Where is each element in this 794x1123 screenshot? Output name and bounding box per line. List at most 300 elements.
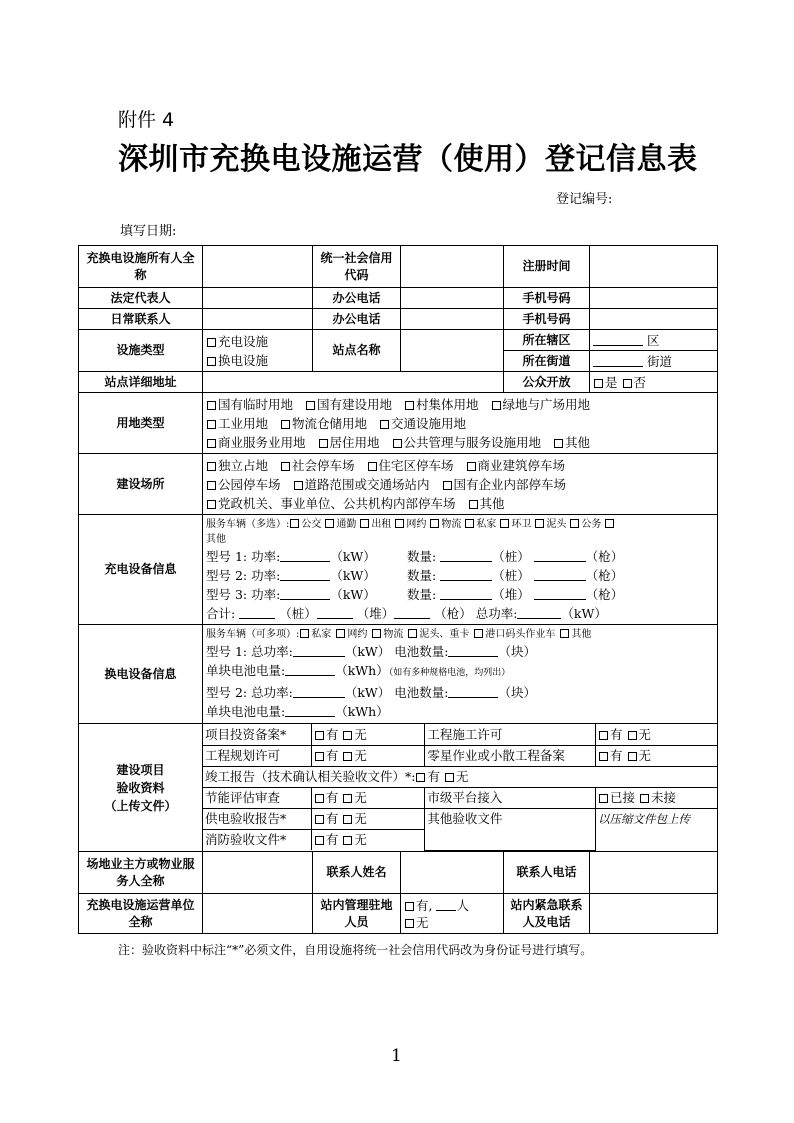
page-number: 1 xyxy=(391,1046,402,1066)
checkbox[interactable] xyxy=(315,815,324,824)
option-item[interactable] xyxy=(206,477,281,492)
total-power-label: 总功率: xyxy=(251,685,293,700)
checkbox[interactable] xyxy=(599,794,608,803)
option-label: 通勤 xyxy=(336,518,357,530)
power-field[interactable] xyxy=(280,569,330,581)
operator-field[interactable] xyxy=(203,894,313,934)
checkbox[interactable] xyxy=(372,629,381,638)
acc-power-label: 供电验收报告* xyxy=(203,808,311,829)
onsite-staff-options xyxy=(401,894,504,934)
checkbox[interactable] xyxy=(623,379,632,388)
address-label: 站点详细地址 xyxy=(79,372,203,393)
qty-field[interactable] xyxy=(440,569,492,581)
checkbox[interactable] xyxy=(325,519,334,528)
option-has: 有 xyxy=(427,768,440,784)
public-open-options xyxy=(590,372,718,393)
district-field[interactable] xyxy=(590,330,718,351)
total-pile-field[interactable] xyxy=(239,607,275,619)
checkbox[interactable] xyxy=(467,462,476,471)
gun-field[interactable] xyxy=(534,588,586,600)
facility-type-label: 设施类型 xyxy=(79,330,203,372)
option-none: 无 xyxy=(638,747,652,763)
option-connected: 已接 xyxy=(610,789,636,805)
office-phone-field[interactable] xyxy=(401,288,504,309)
checkbox[interactable] xyxy=(599,752,608,761)
option-label: 其他 xyxy=(571,629,592,640)
checkbox[interactable] xyxy=(599,731,608,740)
land-type-options xyxy=(203,393,718,454)
option-item[interactable] xyxy=(280,416,367,431)
charge-model-1 xyxy=(206,547,714,566)
unit: （kW） xyxy=(330,567,370,583)
table-row xyxy=(79,372,718,393)
option-item[interactable] xyxy=(466,458,566,473)
option-label: 道路范围或交通场站内 xyxy=(304,476,430,492)
checkbox[interactable] xyxy=(605,519,614,528)
checkbox[interactable] xyxy=(207,439,216,448)
unit: （枪） xyxy=(585,548,624,564)
option-item[interactable] xyxy=(206,458,268,473)
option-label: 环卫 xyxy=(511,518,532,530)
acc-zip-note[interactable]: 以压缩文件包上传 xyxy=(596,808,717,850)
total-gun-field[interactable] xyxy=(394,607,430,619)
unit: （kWh） xyxy=(335,663,389,678)
option-not-connected: 未接 xyxy=(651,789,677,805)
acc-invest-options xyxy=(311,724,424,745)
qty-label: 数量: xyxy=(407,586,437,602)
address-field[interactable] xyxy=(203,372,504,393)
option-item[interactable] xyxy=(318,435,380,450)
option-label: 其他 xyxy=(565,434,591,450)
site-options xyxy=(203,454,718,515)
checkbox[interactable] xyxy=(570,519,579,528)
checkbox[interactable] xyxy=(535,519,544,528)
checkbox[interactable] xyxy=(443,481,452,490)
checkbox[interactable] xyxy=(319,439,328,448)
option-row xyxy=(206,414,714,433)
power-field[interactable] xyxy=(280,550,330,562)
acc-construct-options xyxy=(596,724,717,745)
option-none: 无 xyxy=(354,810,367,826)
emergency-field[interactable] xyxy=(590,894,718,934)
checkbox[interactable] xyxy=(315,752,324,761)
power-label: 功率: xyxy=(251,548,281,564)
station-name-field[interactable] xyxy=(401,330,504,372)
checkbox[interactable] xyxy=(405,902,414,911)
battery-qty-label: 电池数量: xyxy=(394,644,449,659)
option-item[interactable] xyxy=(491,397,591,412)
swap-model-1 xyxy=(206,642,714,661)
owner-name-field[interactable] xyxy=(203,246,313,288)
checkbox[interactable] xyxy=(640,794,649,803)
table-row xyxy=(203,766,717,787)
checkbox[interactable] xyxy=(343,731,352,740)
option-item[interactable] xyxy=(299,629,331,640)
onsite-has-option xyxy=(404,897,500,914)
option-item[interactable] xyxy=(468,496,505,511)
option-item[interactable] xyxy=(392,435,542,450)
unit: （枪） xyxy=(434,605,472,621)
emergency-label: 站内紧急联系人及电话 xyxy=(504,894,590,934)
option-label: 公园停车场 xyxy=(218,476,281,492)
unit: （kWh） xyxy=(335,704,389,719)
checkbox[interactable] xyxy=(492,401,501,410)
option-row xyxy=(206,456,714,475)
checkbox[interactable] xyxy=(315,794,324,803)
checkbox[interactable] xyxy=(474,629,483,638)
option-label: 工业用地 xyxy=(218,415,269,431)
checkbox[interactable] xyxy=(207,401,216,410)
acceptance-table xyxy=(203,724,717,851)
option-none: 无 xyxy=(354,789,367,805)
option-has: 有 xyxy=(325,810,339,826)
option-label: 港口码头作业车 xyxy=(485,629,556,640)
option-item[interactable] xyxy=(206,435,306,450)
vehicles-label: 服务车辆（可多项）: xyxy=(206,629,300,640)
acc-fire-label: 消防验收文件* xyxy=(203,829,311,850)
total-stack-field[interactable] xyxy=(317,607,353,619)
option-label: 独立占地 xyxy=(218,457,269,473)
legal-rep-field[interactable] xyxy=(203,288,313,309)
option-none: 无 xyxy=(354,726,367,742)
acc-other-label: 其他验收文件 xyxy=(425,808,596,850)
checkbox[interactable] xyxy=(554,439,563,448)
qty-label: 数量: xyxy=(407,548,437,564)
option-item[interactable] xyxy=(499,519,531,530)
checkbox[interactable] xyxy=(380,420,389,429)
option-label: 物流 xyxy=(383,629,404,640)
option-item[interactable] xyxy=(429,519,461,530)
option-row xyxy=(206,395,714,414)
unit: （块） xyxy=(498,685,536,700)
facility-swap-option[interactable] xyxy=(206,351,309,370)
acc-completion xyxy=(203,766,717,787)
option-has: 有 xyxy=(325,832,339,847)
option-label: 网约 xyxy=(347,629,368,640)
option-item[interactable] xyxy=(559,629,591,640)
table-row xyxy=(203,787,717,808)
option-label: 公共管理与服务设施用地 xyxy=(403,434,542,450)
checkbox[interactable] xyxy=(207,357,216,366)
option-has: 有 xyxy=(610,747,623,763)
operator-label: 充换电设施运营单位全称 xyxy=(79,894,203,934)
checkbox[interactable] xyxy=(560,629,569,638)
option-label: 泥头 xyxy=(546,518,567,530)
vehicles-label: 服务车辆（多选）: xyxy=(206,518,290,530)
option-item[interactable] xyxy=(394,519,426,530)
unit: （块） xyxy=(498,644,536,659)
unit: （堆） xyxy=(356,605,395,621)
checkbox[interactable] xyxy=(465,519,474,528)
district-label: 所在辖区 xyxy=(504,330,590,351)
option-none: 无 xyxy=(416,914,429,930)
battery-cap-field[interactable] xyxy=(285,705,335,717)
acc-invest-label: 项目投资备案* xyxy=(203,724,311,745)
site-owner-label: 场地业主方或物业服务人全称 xyxy=(79,852,203,894)
acceptance-line: 建设项目 xyxy=(116,762,165,777)
acc-small-options xyxy=(596,745,717,766)
total-label: 合计: xyxy=(206,605,236,621)
option-item[interactable] xyxy=(206,397,293,412)
option-label: 居住用地 xyxy=(329,434,380,450)
checkbox[interactable] xyxy=(294,481,303,490)
contact-name-field[interactable] xyxy=(401,852,504,894)
option-has: 有 xyxy=(325,726,339,742)
contact-phone-field[interactable] xyxy=(590,852,718,894)
charge-total xyxy=(206,604,714,623)
option-item[interactable] xyxy=(473,629,555,640)
office-phone-field-2[interactable] xyxy=(401,309,504,330)
checkbox[interactable] xyxy=(207,420,216,429)
acc-plan-options xyxy=(311,745,424,766)
contact-name-label: 联系人姓名 xyxy=(313,852,401,894)
option-label: 商业服务业用地 xyxy=(218,434,306,450)
checkbox[interactable] xyxy=(207,500,216,509)
mobile-field-2[interactable] xyxy=(590,309,718,330)
credit-code-field[interactable] xyxy=(401,246,504,288)
table-row xyxy=(203,745,717,766)
option-label: 出租 xyxy=(371,518,392,530)
option-item[interactable] xyxy=(534,519,566,530)
model-label: 型号 2: xyxy=(206,567,248,583)
facility-type-options xyxy=(203,330,313,372)
power-field[interactable] xyxy=(293,645,345,657)
checkbox[interactable] xyxy=(416,773,425,782)
option-item[interactable] xyxy=(280,458,355,473)
model-label: 型号 1: xyxy=(206,644,248,659)
acc-energy-options xyxy=(311,787,424,808)
table-row xyxy=(79,288,718,309)
daily-contact-field[interactable] xyxy=(203,309,313,330)
option-item[interactable] xyxy=(553,435,590,450)
unit: （kW） xyxy=(344,644,391,659)
swap-battery-1 xyxy=(206,661,714,683)
footer-note: 注：验收资料中标注“*”必须文件，自用设施将统一社会信用代码改为身份证号进行填写。 xyxy=(118,943,593,957)
checkbox[interactable] xyxy=(405,919,414,928)
fill-date-label: 填写日期: xyxy=(120,224,177,239)
checkbox[interactable] xyxy=(430,519,439,528)
power-field[interactable] xyxy=(293,686,345,698)
charge-model-3 xyxy=(206,585,714,604)
option-item[interactable] xyxy=(404,397,479,412)
unit: （枪） xyxy=(585,586,624,602)
option-item[interactable] xyxy=(569,519,601,530)
option-label: 物流仓储用地 xyxy=(292,415,368,431)
checkbox[interactable] xyxy=(281,420,290,429)
option-has: 有 xyxy=(325,747,339,763)
checkbox[interactable] xyxy=(405,401,414,410)
option-item[interactable] xyxy=(289,519,321,530)
mobile-field[interactable] xyxy=(590,288,718,309)
battery-cap-label: 单块电池电量: xyxy=(206,704,286,719)
swap-info-block xyxy=(203,625,718,724)
checkbox[interactable] xyxy=(500,519,509,528)
checkbox[interactable] xyxy=(628,752,637,761)
option-none: 无 xyxy=(638,726,652,742)
charge-vehicles-line xyxy=(206,517,714,547)
option-item[interactable] xyxy=(367,458,454,473)
option-item[interactable] xyxy=(293,477,430,492)
public-open-label: 公众开放 xyxy=(504,372,590,393)
checkbox[interactable] xyxy=(290,519,299,528)
battery-qty-field[interactable] xyxy=(448,645,498,657)
unit: （桩） xyxy=(492,567,530,583)
option-label: 国有临时用地 xyxy=(218,396,294,412)
district-suffix: 区 xyxy=(646,332,660,348)
option-label: 国有建设用地 xyxy=(317,396,393,412)
option-none: 无 xyxy=(455,768,469,784)
qty-label: 数量: xyxy=(407,567,437,583)
table-row xyxy=(203,724,717,745)
acceptance-block xyxy=(203,724,718,852)
table-row xyxy=(79,894,718,934)
qty-field[interactable] xyxy=(440,588,492,600)
table-row xyxy=(203,808,717,829)
land-type-label: 用地类型 xyxy=(79,393,203,454)
checkbox[interactable] xyxy=(360,519,369,528)
unit: （桩） xyxy=(492,548,530,564)
option-item[interactable] xyxy=(206,496,456,511)
option-item[interactable] xyxy=(407,629,469,640)
swap-model-2 xyxy=(206,683,714,702)
option-label: 交通设施用地 xyxy=(391,415,467,431)
checkbox[interactable] xyxy=(281,462,290,471)
option-item[interactable] xyxy=(206,416,268,431)
reg-time-field[interactable] xyxy=(590,246,718,288)
acc-small-label: 零星作业或小散工程备案 xyxy=(425,745,596,766)
acceptance-line: （上传文件） xyxy=(104,798,177,813)
office-phone-label: 办公电话 xyxy=(313,288,401,309)
checkbox[interactable] xyxy=(207,462,216,471)
battery-qty-field[interactable] xyxy=(448,686,498,698)
option-label: 换电设施 xyxy=(218,352,269,368)
owner-name-label: 充换电设施所有人全称 xyxy=(79,246,203,288)
registration-form-table xyxy=(78,245,718,934)
option-no: 否 xyxy=(633,374,647,390)
checkbox[interactable] xyxy=(306,401,315,410)
option-label: 私家 xyxy=(476,518,497,530)
swap-battery-2 xyxy=(206,702,714,721)
site-owner-field[interactable] xyxy=(203,852,313,894)
charge-info-block xyxy=(203,515,718,625)
option-item[interactable] xyxy=(359,519,391,530)
onsite-none-option xyxy=(404,914,500,931)
option-label: 其他 xyxy=(479,495,505,511)
onsite-staff-label: 站内管理驻地人员 xyxy=(313,894,401,934)
option-label: 充电设施 xyxy=(218,333,269,349)
checkbox[interactable] xyxy=(368,462,377,471)
facility-charge-option[interactable] xyxy=(206,332,309,351)
charge-model-2 xyxy=(206,566,714,585)
option-item[interactable] xyxy=(324,519,356,530)
qty-field[interactable] xyxy=(440,550,492,562)
option-item[interactable] xyxy=(371,629,403,640)
checkbox[interactable] xyxy=(343,815,352,824)
table-row xyxy=(79,393,718,454)
onsite-count-field[interactable] xyxy=(436,899,456,911)
checkbox[interactable] xyxy=(395,519,404,528)
checkbox[interactable] xyxy=(336,629,345,638)
option-item[interactable] xyxy=(442,477,567,492)
battery-cap-field[interactable] xyxy=(285,664,335,676)
option-has: 有 xyxy=(325,789,339,805)
office-phone-label-2: 办公电话 xyxy=(313,309,401,330)
checkbox[interactable] xyxy=(315,731,324,740)
power-field[interactable] xyxy=(280,588,330,600)
table-row xyxy=(79,724,718,852)
gun-field[interactable] xyxy=(534,569,586,581)
acc-platform-label: 市级平台接入 xyxy=(425,787,596,808)
option-label: 泥头、重卡 xyxy=(419,629,470,640)
acc-power-options xyxy=(311,808,424,829)
option-none: 无 xyxy=(354,747,367,763)
battery-cap-label: 单块电池电量: xyxy=(206,663,286,678)
table-row xyxy=(79,330,718,351)
table-row xyxy=(79,454,718,515)
gun-field[interactable] xyxy=(534,550,586,562)
checkbox[interactable] xyxy=(469,500,478,509)
option-item[interactable] xyxy=(305,397,392,412)
checkbox[interactable] xyxy=(207,338,216,347)
checkbox[interactable] xyxy=(628,731,637,740)
street-suffix: 街道 xyxy=(646,353,672,369)
total-power-field[interactable] xyxy=(517,607,561,619)
acc-plan-label: 工程规划许可 xyxy=(203,745,311,766)
option-label: 公务 xyxy=(581,518,602,530)
option-item[interactable] xyxy=(335,629,367,640)
checkbox[interactable] xyxy=(445,773,454,782)
checkbox[interactable] xyxy=(408,629,417,638)
option-label: 网约 xyxy=(406,518,427,530)
credit-code-label: 统一社会信用代码 xyxy=(313,246,401,288)
unit: （kW） xyxy=(561,605,607,621)
unit: （枪） xyxy=(585,567,624,583)
checkbox[interactable] xyxy=(343,794,352,803)
unit: 人 xyxy=(456,897,469,913)
street-field[interactable] xyxy=(590,351,718,372)
station-name-label: 站点名称 xyxy=(313,330,401,372)
table-row xyxy=(79,515,718,625)
option-item[interactable] xyxy=(379,416,466,431)
acceptance-label xyxy=(79,724,203,852)
option-row xyxy=(206,475,714,494)
option-item[interactable] xyxy=(464,519,496,530)
option-label: 私家 xyxy=(311,629,332,640)
acc-completion-label: 竣工报告（技术确认相关验收文件）*: xyxy=(205,768,416,784)
power-label: 功率: xyxy=(251,567,281,583)
checkbox[interactable] xyxy=(343,836,352,845)
table-row xyxy=(79,852,718,894)
kwh-note: （如有多种规格电池，均列出） xyxy=(388,668,511,678)
checkbox[interactable] xyxy=(207,481,216,490)
swap-vehicles-line xyxy=(206,627,714,642)
unit: （桩） xyxy=(279,605,317,621)
checkbox[interactable] xyxy=(393,439,402,448)
legal-rep-label: 法定代表人 xyxy=(79,288,203,309)
checkbox[interactable] xyxy=(300,629,309,638)
option-label: 国有企业内部停车场 xyxy=(453,476,567,492)
checkbox[interactable] xyxy=(594,379,603,388)
mobile-label: 手机号码 xyxy=(504,288,590,309)
model-label: 型号 3: xyxy=(206,586,248,602)
table-row xyxy=(79,246,718,288)
swap-info-label: 换电设备信息 xyxy=(79,625,203,724)
battery-qty-label: 电池数量: xyxy=(394,685,449,700)
checkbox[interactable] xyxy=(343,752,352,761)
checkbox[interactable] xyxy=(315,836,324,845)
option-has: 有 xyxy=(610,726,623,742)
option-none: 无 xyxy=(354,832,367,847)
